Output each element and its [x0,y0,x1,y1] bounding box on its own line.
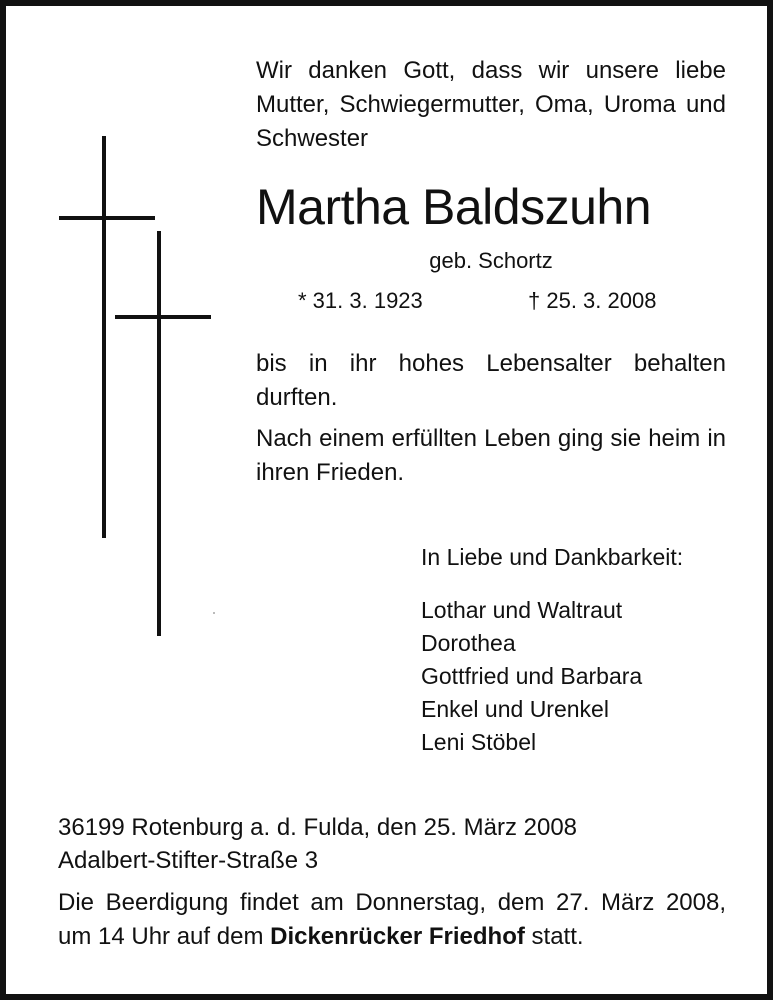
place-and-date: 36199 Rotenburg a. d. Fulda, den 25. März 2008 [58,814,578,841]
body-text-2: Nach einem erfüllten Leben ging sie heim in ihren Frieden. [256,425,726,486]
cross-horizontal-bar [115,315,211,319]
list-item: Gottfried und Barbara [421,663,643,689]
birth-name: geb. Schortz [429,248,553,273]
list-item: Lothar und Waltraut [421,597,623,623]
funeral-text: Die Beerdigung findet am Donnerstag, dem 27. März 2008, um 14 Uhr auf dem [58,889,726,950]
intro-text: Wir danken Gott, dass wir unsere liebe Mutter, Schwiegermutter, Oma, Uroma und Schwester [256,57,726,152]
list-item: Dorothea [421,630,516,656]
deceased-name: Martha Baldszuhn [256,179,652,235]
street-address: Adalbert-Stifter-Straße 3 [58,847,319,874]
death-date: † 25. 3. 2008 [528,288,657,313]
funeral-info [58,886,726,954]
cemetery-name: Dickenrücker Friedhof [270,923,525,950]
cross-horizontal-bar [59,216,155,220]
cross-vertical-bar [102,136,106,538]
funeral-text-end: statt. [524,923,584,950]
mourners-list [421,594,642,759]
birth-date: * 31. 3. 1923 [298,288,423,313]
thanks-line: In Liebe und Dankbarkeit: [421,544,684,570]
list-item: Leni Stöbel [421,729,537,755]
cross-vertical-bar [157,231,161,636]
print-speck [213,612,215,614]
body-text-1: bis in ihr hohes Lebensalter behalten durften. [256,350,726,411]
list-item: Enkel und Urenkel [421,696,609,722]
